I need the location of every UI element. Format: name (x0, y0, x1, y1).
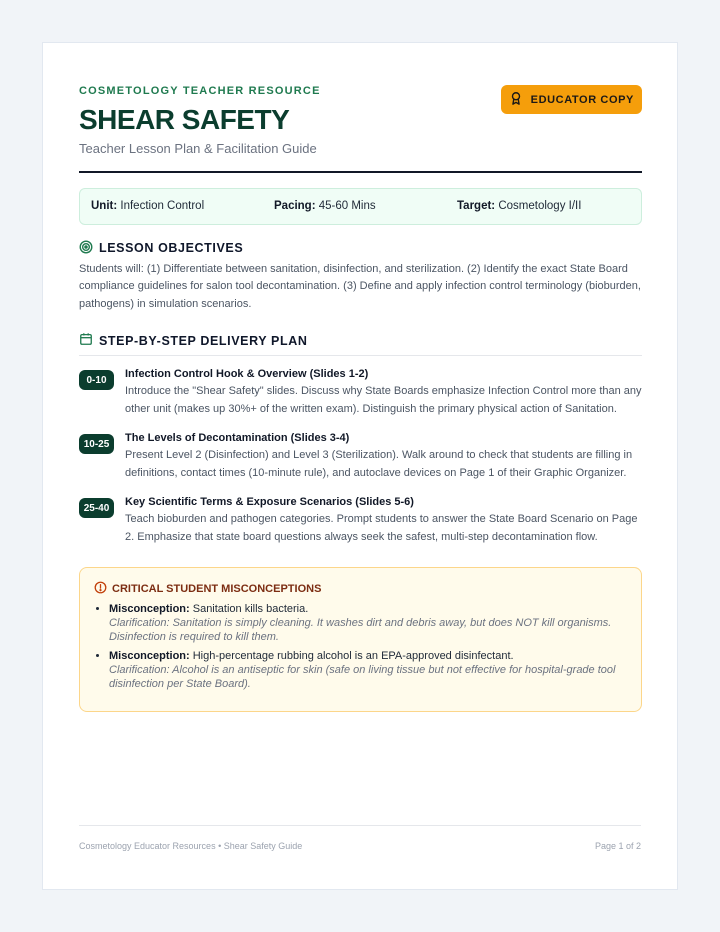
step-title: The Levels of Decontamination (Slides 3-4) (125, 432, 350, 445)
header-divider (79, 171, 642, 173)
alert-circle-icon (94, 581, 107, 597)
meta-pacing-value: 45-60 Mins (318, 200, 376, 213)
misconceptions-heading (94, 581, 627, 597)
misconception-clarification: Clarification: Sanitation is simply cleaning. It washes dirt and debris away, but does NOT kill organisms. Disinfection is required to kill them. (109, 617, 612, 644)
plan-steps (79, 368, 642, 546)
document-page (42, 42, 678, 890)
objectives-text: Students will: (1) Differentiate between sanitation, disinfection, and sterilization. (2) Identify the exact State Board compliance guidelines for salon tool decontamination. (3) Define and apply infection control terminology (bioburden, pathogens) in simulation scenarios. (79, 262, 641, 310)
meta-unit (91, 200, 274, 212)
educator-copy-badge (501, 85, 642, 114)
misconception-text: Sanitation kills bacteria. (192, 603, 309, 616)
misconceptions-heading-text: CRITICAL STUDENT MISCONCEPTIONS (112, 583, 322, 596)
award-ribbon-icon (509, 91, 523, 108)
misconception-text: High-percentage rubbing alcohol is an EPA-approved disinfectant. (192, 650, 514, 663)
page-content (79, 79, 642, 712)
footer-page-number: Page 1 of 2 (594, 841, 641, 851)
plan-step (79, 496, 642, 546)
misconception-item (109, 602, 627, 644)
footer-source: Cosmetology Educator Resources • Shear Safety Guide (79, 841, 303, 851)
objectives-heading (79, 240, 642, 257)
step-time-badge: 0-10 (79, 370, 114, 390)
meta-pacing (274, 200, 457, 212)
page-footer (79, 825, 641, 851)
meta-pacing-label: Pacing: (274, 200, 316, 213)
plan-heading-text: STEP-BY-STEP DELIVERY PLAN (99, 333, 308, 348)
document-header (79, 85, 642, 173)
lesson-objectives-section (79, 240, 642, 314)
misconceptions-list (94, 602, 627, 691)
meta-unit-value: Infection Control (120, 200, 205, 213)
meta-target (457, 200, 640, 212)
page-title: SHEAR SAFETY (79, 104, 290, 135)
header-kicker: COSMETOLOGY TEACHER RESOURCE (79, 85, 321, 97)
step-time-badge: 10-25 (79, 434, 114, 454)
calendar-icon (79, 332, 93, 349)
plan-step (79, 368, 642, 418)
meta-target-label: Target: (457, 200, 496, 213)
step-description: Teach bioburden and pathogen categories. Prompt students to answer the State Board Scenario on Page 2. Emphasize that state board questions always seek the safest, multi-step decontamination flow. (125, 513, 638, 543)
page-subtitle: Teacher Lesson Plan & Facilitation Guide (79, 140, 317, 156)
plan-heading (79, 332, 642, 356)
meta-target-value: Cosmetology I/II (498, 200, 582, 213)
misconception-label: Misconception: (109, 603, 190, 616)
misconception-clarification: Clarification: Alcohol is an antiseptic for skin (safe on living tissue but not effective for hospital-grade tool disinfection per State Board). (109, 664, 616, 691)
step-title: Infection Control Hook & Overview (Slides 1-2) (125, 368, 369, 381)
step-description: Introduce the "Shear Safety" slides. Discuss why State Boards emphasize Infection Control more than any other unit (makes up 30%+ of the written exam). Distinguish the primary physical action of Sanitation. (125, 385, 642, 415)
misconception-label: Misconception: (109, 650, 190, 663)
misconception-item (109, 649, 627, 691)
step-description: Present Level 2 (Disinfection) and Level 3 (Sterilization). Walk around to check that students are filling in definitions, contact times (10-minute rule), and autoclave devices on Page 1 of their Graphic Organizer. (125, 449, 633, 479)
plan-step (79, 432, 642, 482)
badge-label: EDUCATOR COPY (530, 93, 634, 106)
delivery-plan-section (79, 332, 642, 546)
target-icon (79, 240, 93, 257)
objectives-heading-text: LESSON OBJECTIVES (99, 241, 244, 256)
lesson-meta-bar (79, 188, 642, 225)
misconceptions-callout (79, 567, 642, 712)
meta-unit-label: Unit: (91, 200, 118, 213)
step-time-badge: 25-40 (79, 498, 114, 518)
step-title: Key Scientific Terms & Exposure Scenarios (Slides 5-6) (125, 496, 414, 509)
